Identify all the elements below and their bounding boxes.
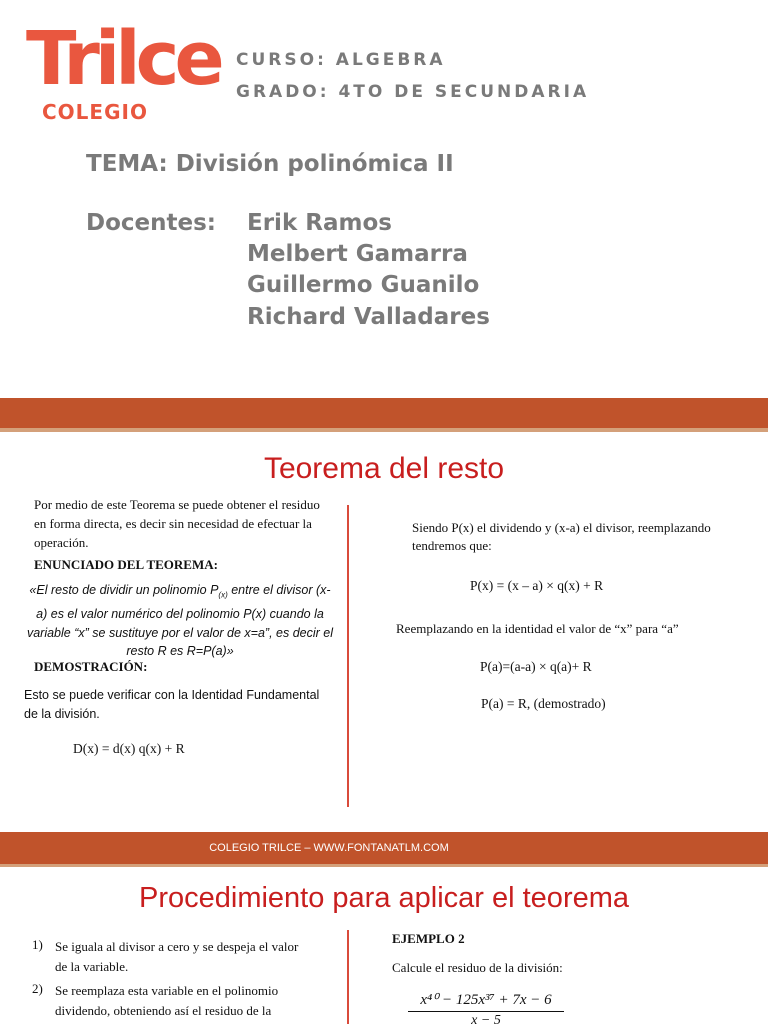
equation-2: P(a)=(a-a) × q(a)+ R: [480, 659, 592, 674]
fraction-numerator: x⁴⁰ − 125x³⁷ + 7x − 6: [420, 992, 552, 1008]
teacher-name: Melbert Gamarra: [247, 241, 468, 267]
demo-text: Esto se puede verificar con la Identidad Fundamental de la división.: [24, 688, 320, 721]
teachers-label: Docentes:: [86, 210, 216, 236]
teacher-name: Guillermo Guanilo: [247, 272, 480, 298]
step-text: Se iguala al divisor a cero y se despeja el valor de la variable.: [55, 939, 299, 974]
right-intro: Siendo P(x) el dividendo y (x-a) el divisor, reemplazando tendremos que:: [412, 520, 711, 553]
slide-divider-band: [0, 398, 768, 428]
footer-shadow: [0, 864, 768, 867]
step-number: 1): [32, 937, 43, 952]
example-text: Calcule el residuo de la división:: [392, 960, 563, 975]
slide2-title: Teorema del resto: [263, 452, 505, 485]
column-divider: [347, 930, 349, 1024]
demo-label: DEMOSTRACIÓN:: [34, 659, 148, 674]
footer-text: COLEGIO TRILCE – WWW.FONTANATLM.COM: [209, 842, 449, 854]
step-text: Se reemplaza esta variable en el polinomio dividendo, obteniendo así el residuo de la: [55, 983, 279, 1018]
grade-label: GRADO: 4TO DE SECUNDARIA: [236, 82, 590, 102]
column-divider: [347, 505, 349, 807]
course-label: CURSO: ALGEBRA: [236, 50, 446, 70]
fraction-denominator: x − 5: [471, 1013, 501, 1028]
logo-word: Trilce: [26, 16, 220, 102]
slide3-title: Procedimiento para aplicar el teorema: [138, 882, 630, 914]
equation-1: P(x) = (x – a) × q(x) + R: [470, 578, 604, 593]
example-label: EJEMPLO 2: [392, 931, 465, 946]
identity-equation: D(x) = d(x) q(x) + R: [73, 741, 185, 756]
fraction-bar: [408, 1011, 564, 1012]
topic-title: TEMA: División polinómica II: [86, 151, 454, 177]
enunciado-label: ENUNCIADO DEL TEOREMA:: [34, 557, 218, 572]
teacher-name: Erik Ramos: [247, 210, 392, 236]
step-number: 2): [32, 981, 43, 996]
teacher-name: Richard Valladares: [247, 304, 490, 330]
logo-sub: COLEGIO: [42, 100, 148, 124]
slide2-intro: Por medio de este Teorema se puede obtener el residuo en forma directa, es decir sin necesidad de efectuar la operación.: [34, 497, 320, 550]
equation-3: P(a) = R, (demostrado): [481, 696, 606, 711]
slide-divider-shadow: [0, 428, 768, 432]
enunciado-text: «El resto de dividir un polinomio $P_{(x)}$ entre el divisor (x-a) es el valor numérico del polinomio P(x) cuando la variable “x” se sustituye por el valor de x=a”, es decir el resto R es R=P(a)»: [26, 583, 334, 658]
trilce-logo: [26, 16, 220, 124]
replace-text: Reemplazando en la identidad el valor de “x” para “a”: [396, 621, 679, 636]
